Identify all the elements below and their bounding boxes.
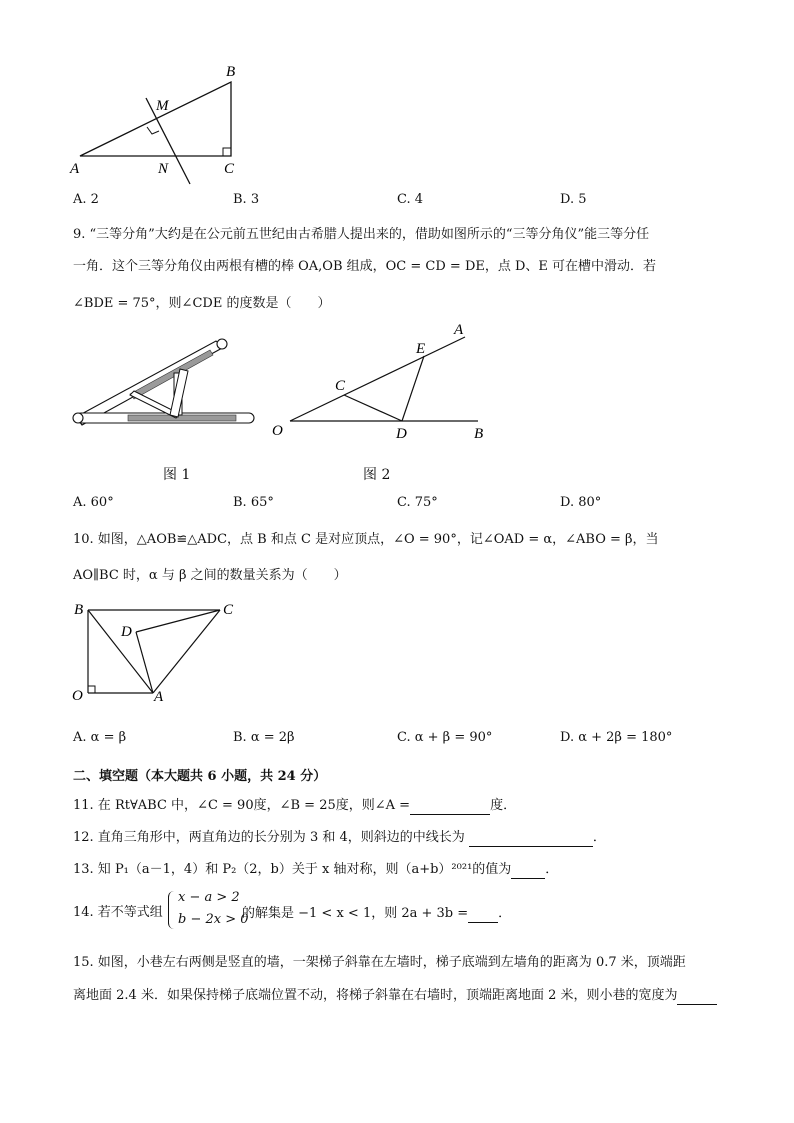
q9-label-e: E <box>416 341 426 357</box>
q12-suffix: ． <box>592 830 606 845</box>
q14-text: 14. 若不等式组 <box>73 905 163 920</box>
q14-tail <box>242 904 511 923</box>
q9-label-d: D <box>396 426 407 442</box>
q14-solution-text: 的解集是 −1 < x < 1，则 2a + 3b = <box>242 906 469 921</box>
q9-label-b: B <box>474 426 484 442</box>
q10-option-a[interactable]: A. α = β <box>73 730 127 745</box>
q12-text: 12. 直角三角形中，两直角边的长分别为 3 和 4，则斜边的中线长为 <box>73 830 465 845</box>
q9-stem-line1: 9. “三等分角”大约是在公元前五世纪由古希腊人提出来的，借助如图所示的“三等分角仪”能三等分任 <box>73 227 650 242</box>
q10-figure <box>68 598 248 708</box>
q14-brace <box>168 891 177 929</box>
section-2-title: 二、填空题（本大题共 6 小题，共 24 分） <box>73 769 327 784</box>
q10-right-angle-o <box>88 686 95 693</box>
q14-inequality-1: x − a > 2 <box>178 890 240 905</box>
q8-right-angle-m <box>147 127 159 134</box>
q9-label-o: O <box>272 423 283 439</box>
q12-answer-blank[interactable] <box>469 828 593 847</box>
q14-inequality-2: b − 2x > 0 <box>178 912 249 927</box>
q8-option-d[interactable]: D. 5 <box>560 192 587 207</box>
q12 <box>73 828 606 847</box>
q8-label-m: M <box>156 98 169 114</box>
q8-right-angle-c <box>223 148 231 156</box>
q15-answer-blank[interactable] <box>677 986 717 1005</box>
q13-suffix: ． <box>545 862 559 877</box>
q9-label-a: A <box>454 322 464 338</box>
q10-segment-ba <box>88 610 153 693</box>
q14-suffix: ． <box>498 906 512 921</box>
q10-stem-line1: 10. 如图，△AOB≌△ADC，点 B 和点 C 是对应顶点，∠O = 90°，记∠OAD = α，∠ABO = β，当 <box>73 532 659 547</box>
q9-option-c[interactable]: C. 75° <box>397 495 438 510</box>
q13-answer-blank[interactable] <box>511 860 545 879</box>
q8-label-c: C <box>224 161 235 177</box>
q10-option-c[interactable]: C. α + β = 90° <box>397 730 493 745</box>
q15-text: 离地面 2.4 米．如果保持梯子底端位置不动，将梯子斜靠在右墙时，顶端距离地面 2 米，则小巷的宽度为 <box>73 988 678 1003</box>
q10-label-c: C <box>223 602 234 618</box>
q8-option-c[interactable]: C. 4 <box>397 192 424 207</box>
q11-answer-blank[interactable] <box>410 796 490 815</box>
q10-segment-dc <box>136 610 220 632</box>
q8-label-n: N <box>158 161 169 177</box>
q9-figure2-caption: 图 2 <box>363 467 391 483</box>
q10-segment-da <box>136 632 153 693</box>
q10-label-o: O <box>72 688 83 704</box>
q8-triangle-abc <box>80 82 231 156</box>
q10-label-b: B <box>74 602 84 618</box>
q9-segment-cd <box>344 395 402 421</box>
q8-label-a: A <box>70 161 80 177</box>
q10-label-d: D <box>121 624 132 640</box>
q10-option-d[interactable]: D. α + 2β = 180° <box>560 730 673 745</box>
q9-figure2 <box>268 320 493 442</box>
q10-option-b[interactable]: B. α = 2β <box>233 730 295 745</box>
q13 <box>73 860 558 879</box>
q15-stem-line2 <box>73 986 717 1005</box>
q10-label-a: A <box>154 689 164 705</box>
q10-segment-ca <box>153 610 220 693</box>
q13-text: 13. 知 P₁（a－1，4）和 P₂（2，b）关于 x 轴对称，则（a+b）²⁰²¹的值为 <box>73 862 512 877</box>
q8-label-b: B <box>226 64 236 80</box>
q15-stem-line1: 15. 如图，小巷左右两侧是竖直的墙，一架梯子斜靠在左墙时，梯子底端到左墙角的距离为 0.7 米，顶端距 <box>73 955 686 970</box>
q9-label-c: C <box>335 378 346 394</box>
q9-option-b[interactable]: B. 65° <box>233 495 274 510</box>
q9-option-a[interactable]: A. 60° <box>73 495 114 510</box>
q9-option-d[interactable]: D. 80° <box>560 495 602 510</box>
q14-answer-blank[interactable] <box>468 904 498 923</box>
q8-option-b[interactable]: B. 3 <box>233 192 260 207</box>
q9-stem-line2: 一角．这个三等分角仪由两根有槽的棒 OA,OB 组成，OC = CD = DE，点 D、E 可在槽中滑动．若 <box>73 259 657 274</box>
q10-stem-line2: AO∥BC 时，α 与 β 之间的数量关系为（ ） <box>73 568 347 583</box>
q8-option-a[interactable]: A. 2 <box>73 192 99 207</box>
q9-figure1-caption: 图 1 <box>163 467 191 483</box>
q11-suffix: 度． <box>490 798 517 813</box>
q11 <box>73 796 516 815</box>
q11-text: 11. 在 Rt∀ABC 中，∠C = 90度，∠B = 25度，则∠A = <box>73 798 411 813</box>
q9-figure1-instrument <box>70 333 260 433</box>
q9-stem-line3: ∠BDE = 75°，则∠CDE 的度数是（ ） <box>73 296 331 311</box>
q8-figure <box>68 60 258 185</box>
q9-ray-oa <box>290 337 465 421</box>
